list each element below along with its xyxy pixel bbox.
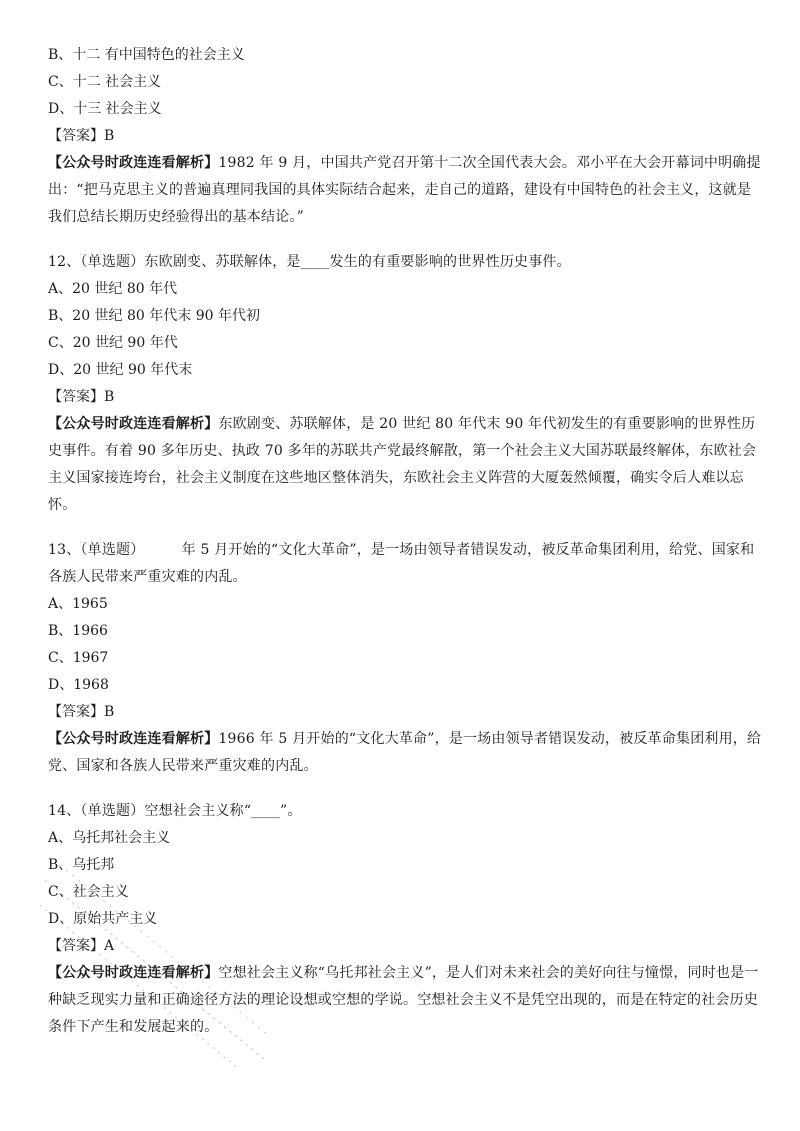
- analysis-text: 1966 年 5 月开始的“文化大革命”，是一场由领导者错误发动，被反革命集团利用，给党、国家和各族人民带来严重灾难的内乱。: [48, 731, 762, 774]
- option-b: B、1966: [48, 623, 108, 639]
- answer-line: 【答案】B: [48, 704, 115, 720]
- document-page: [48, 42, 762, 1041]
- option-b: B、乌托邦: [48, 857, 115, 873]
- answer-line: 【答案】B: [48, 128, 115, 144]
- question-14: [48, 798, 762, 1041]
- question-11-tail: [48, 42, 762, 231]
- analysis-label: 【公众号时政连连看解析】: [48, 155, 219, 171]
- analysis-label: 【公众号时政连连看解析】: [48, 965, 219, 981]
- analysis-text: 1982 年 9 月，中国共产党召开第十二次全国代表大会。邓小平在大会开幕词中明确提出：“把马克思主义的普遍真理同我国的具体实际结合起来，走自己的道路，建设有中国特色的社会主义，这就是我们总结长期历史经验得出的基本结论。”: [48, 155, 761, 225]
- option-c: C、十二 社会主义: [48, 74, 162, 90]
- option-d: D、原始共产主义: [48, 911, 158, 927]
- option-b: B、十二 有中国特色的社会主义: [48, 47, 245, 63]
- option-c: C、1967: [48, 650, 109, 666]
- analysis-paragraph: [48, 150, 762, 231]
- option-a: A、20 世纪 80 年代: [48, 281, 178, 297]
- option-c: C、社会主义: [48, 884, 129, 900]
- question-13: [48, 537, 762, 780]
- option-d: D、20 世纪 90 年代末: [48, 362, 193, 378]
- analysis-paragraph: [48, 726, 762, 780]
- answer-line: 【答案】A: [48, 938, 115, 954]
- option-d: D、1968: [48, 677, 109, 693]
- question-stem: 14、（单选题）空想社会主义称“____”。: [48, 803, 302, 819]
- option-a: A、乌托邦社会主义: [48, 830, 171, 846]
- option-a: A、1965: [48, 596, 108, 612]
- question-12: [48, 249, 762, 519]
- option-b: B、20 世纪 80 年代末 90 年代初: [48, 308, 260, 324]
- analysis-label: 【公众号时政连连看解析】: [48, 731, 219, 747]
- option-c: C、20 世纪 90 年代: [48, 335, 178, 351]
- answer-line: 【答案】B: [48, 389, 115, 405]
- analysis-label: 【公众号时政连连看解析】: [48, 416, 219, 432]
- question-stem: 12、（单选题）东欧剧变、苏联解体，是____发生的有重要影响的世界性历史事件。: [48, 254, 571, 270]
- analysis-text: 东欧剧变、苏联解体，是 20 世纪 80 年代末 90 年代初发生的有重要影响的世界性历史事件。有着 90 多年历史、执政 70 多年的苏联共产党最终解散，第一个社会主义大国苏联最终解体，东欧社会主义国家接连垮台，社会主义制度在这些地区整体消失，东欧社会主义阵营的大厦轰然倾覆，确实令后人难以忘怀。: [48, 416, 757, 513]
- question-stem: 13、（单选题） 年 5 月开始的“文化大革命”，是一场由领导者错误发动，被反革命集团利用，给党、国家和各族人民带来严重灾难的内乱。: [48, 542, 755, 585]
- analysis-paragraph: [48, 411, 762, 519]
- option-d: D、十三 社会主义: [48, 101, 162, 117]
- analysis-text: 空想社会主义称“乌托邦社会主义”，是人们对未来社会的美好向往与憧憬，同时也是一种缺乏现实力量和正确途径方法的理论设想或空想的学说。空想社会主义不是凭空出现的，而是在特定的社会历史条件下产生和发展起来的。: [48, 965, 759, 1035]
- analysis-paragraph: [48, 960, 762, 1041]
